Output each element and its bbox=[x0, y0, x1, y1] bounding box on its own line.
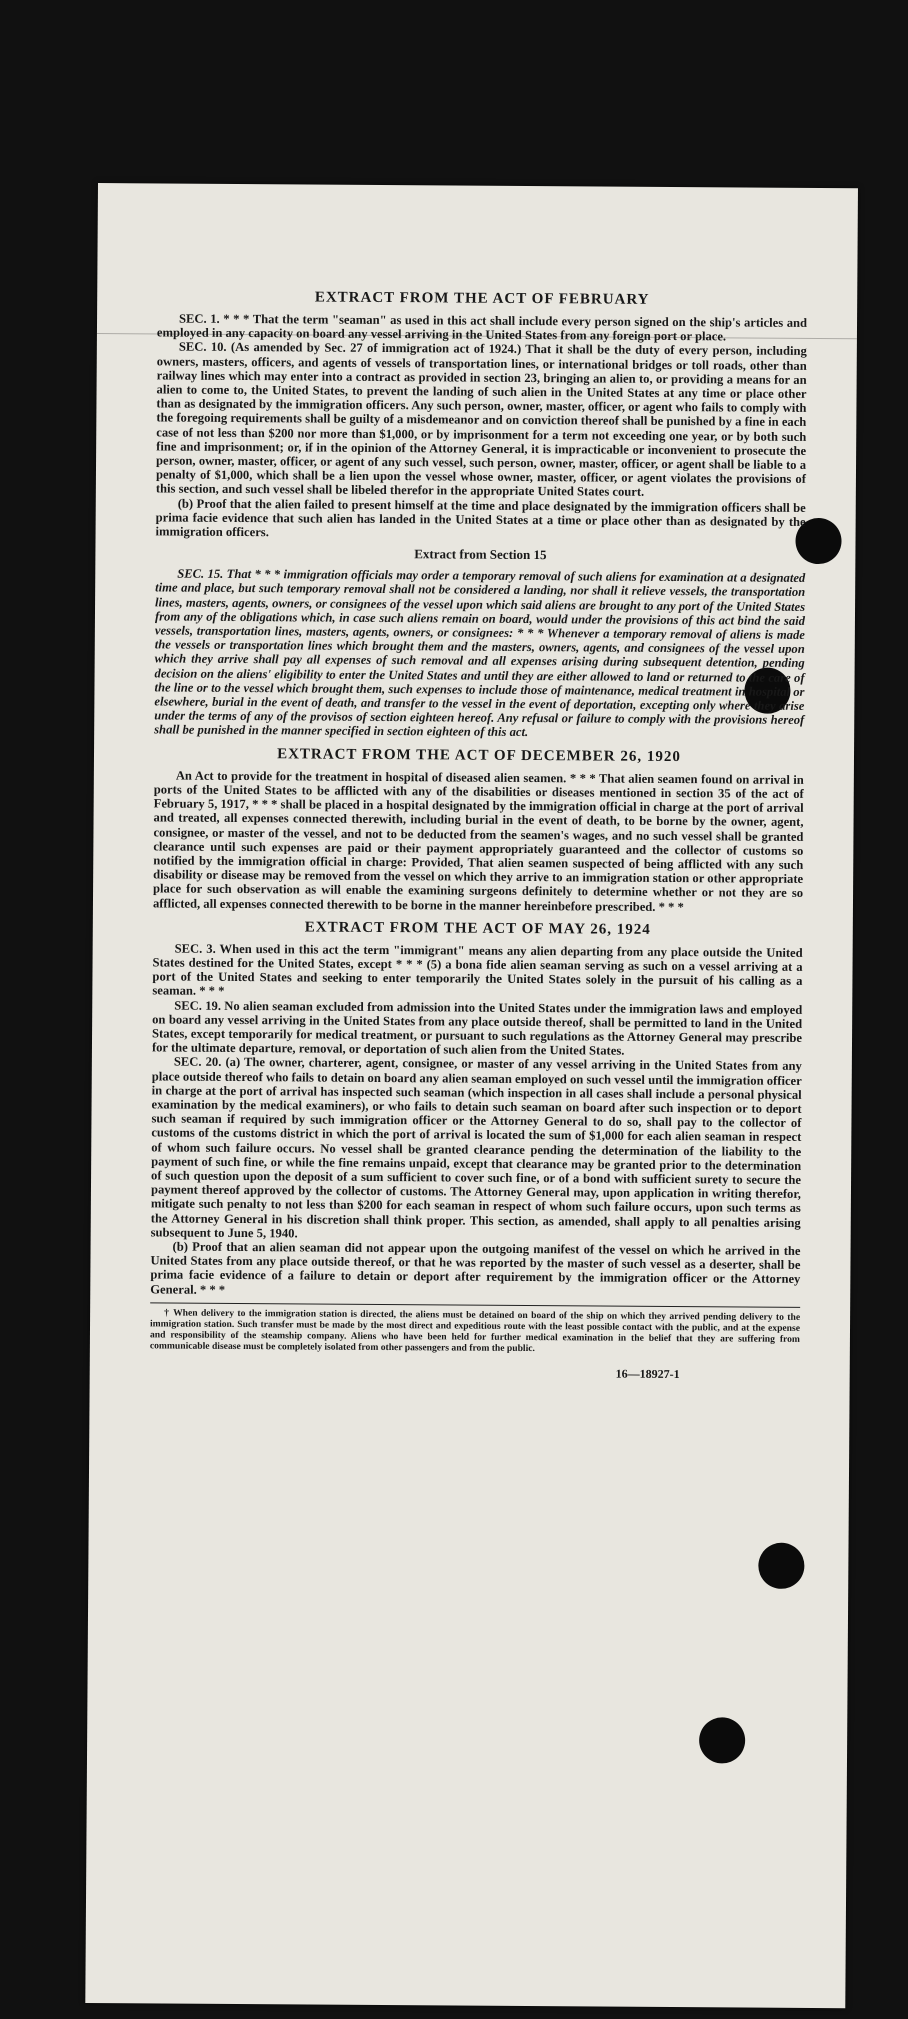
section-10: SEC. 10. (As amended by Sec. 27 of immigration act of 1924.) That it shall be the duty of every person, including owners, masters, officers, and agents of vessels of transportation lines, or international bridges or toll roads, other than railway lines which may enter into a contract as provided in section 23, bringing an alien to, or providing a means for an alien to come to, the United States, to prevent the landing of such alien in the United States at any time or place other than as designated by the immigration officers. Any such person, owner, master, officer, or agent who fails to comply with the foregoing requirements shall be guilty of a misdemeanor and on conviction thereof shall be punished by a fine in each case of not less than $200 nor more than $1,000, or by imprisonment for a term not exceeding one year, or by both such fine and imprisonment; or, if in the opinion of the Attorney General, it is impracticable or inconvenient to prosecute the person, owner, master, officer, or agent of any such vessel, such person, owner, master, officer, or agent shall be liable to a penalty of $1,000, which shall be a lien upon the vessel whose owner, master, officer, or agent violates the provisions of this section, and such vessel shall be libeled therefor in the appropriate United States court. bbox=[155, 339, 807, 500]
heading-act-december-1920: EXTRACT FROM THE ACT OF DECEMBER 26, 1920 bbox=[277, 745, 681, 765]
section-1: SEC. 1. * * * That the term "seaman" as used in this act shall include every person signed on the ship's articles and employed in any capacity on board any vessel arriving in the United States from any foreign port or place. bbox=[156, 311, 808, 344]
heading-act-may-1924: EXTRACT FROM THE ACT OF MAY 26, 1924 bbox=[304, 919, 651, 938]
document-body bbox=[150, 288, 808, 1382]
section-20-a: SEC. 20. (a) The owner, charterer, agent, consignee, or master of any vessel arriving in the United States from any place outside thereof who fails to detain on board any alien seaman employed on such vessel until the immigration officer in charge at the port of arrival has inspected such seaman (which inspection in all cases shall include a personal physical examination by the medical examiners), or who fails to detain such seaman on board after such inspection or to deport such seaman if required by such immigration officer or the Attorney General to do so, shall pay to the collector of customs of the customs district in which the port of arrival is located the sum of $1,000 for each alien seaman in respect of whom such failure occurs. No vessel shall be granted clearance pending the determination of the liability to the payment of such fine, or while the fine remains unpaid, except that clearance may be granted prior to the determination of such question upon the deposit of a sum sufficient to cover such fine, or of a bond with sufficient surety to secure the payment thereof approved by the collector of customs. The Attorney General may, upon application in writing therefor, mitigate such penalty to not less than $200 for each seaman in respect of whom such failure occurs, upon such terms as the Attorney General in his discretion shall think proper. This section, as amended, shall apply to all penalties arising subsequent to June 5, 1940. bbox=[150, 1054, 802, 1241]
heading-act-february: EXTRACT FROM THE ACT OF FEBRUARY bbox=[314, 289, 650, 308]
act-1920-text: An Act to provide for the treatment in hospital of diseased alien seamen. * * * That alien seamen found on arrival in ports of the United States to be afflicted with any of the disabilities or diseases mentioned in section 35 of the act of February 5, 1917, * * * shall be placed in a hospital designated by the immigration official in charge at the port of arrival and treated, all expenses connected therewith, including burial in the event of death, to be borne by the owner, agent, consignee, or master of the vessel, and not to be deducted from the seamen's wages, and no such vessel shall be granted clearance until such expenses are paid or their payment appropriately guaranteed and the collector of customs so notified by the immigration official in charge: Provided, That alien seamen suspected of being afflicted with any such disability or disease may be removed from the vessel on which they arrive to an immigration station or other appropriate place for such observation as will enable the examining surgeons definitely to determine whether or not they are so afflicted, all expenses connected therewith to be borne in the manner hereinbefore prescribed. * * * bbox=[152, 768, 804, 914]
section-3: SEC. 3. When used in this act the term "immigrant" means any alien departing from any place outside the United States destined for the United States, except * * * (5) a bona fide alien seaman serving as such on a vessel arriving at a port of the United States and seeking to enter temporarily the United States solely in the pursuit of his calling as a seaman. * * * bbox=[152, 941, 803, 999]
binder-hole bbox=[699, 1717, 745, 1763]
section-19: SEC. 19. No alien seaman excluded from admission into the United States under the immigration laws and employed on board any vessel arriving in the United States from any place outside thereof, shall be permitted to land in the United States, except temporarily for medical treatment, or pursuant to such regulations as the Attorney General may prescribe for the ultimate departure, removal, or deportation of such alien from the United States. bbox=[151, 998, 803, 1058]
section-15: SEC. 15. That * * * immigration officials may order a temporary removal of such aliens for examination at a designated time and place, but such temporary removal shall not be considered a landing, nor shall it relieve vessels, the transportation lines, masters, agents, owners, or consignees of the vessel upon which said aliens are brought to any port of the United States from any of the obligations which, in case such aliens remain on board, would under the provisions of this act bind the said vessels, transportation lines, masters, agents, owners, or consignees: * * * Whenever a temporary removal of aliens is made the vessels or transportation lines which brought them and the masters, owners, agents, and consignees of the vessel upon which they arrive shall pay all expenses of such removal and all expenses arising during subsequent detention, pending decision on the aliens' eligibility to enter the United States and until they are either allowed to land or returned to the care of the line or to the vessel which brought them, such expenses to include those of maintenance, medical treatment in hospital or elsewhere, burial in the event of death, and transfer to the vessel in the event of deportation, excepting only where they arise under the terms of any of the provisos of section eighteen hereof. Any refusal or failure to comply with the provisions hereof shall be punished in the manner specified in section eighteen of this act. bbox=[154, 566, 806, 740]
document-page bbox=[85, 183, 858, 2008]
section-10-b: (b) Proof that the alien failed to present himself at the time and place designated by the immigration officers shall be prima facie evidence that such alien has landed in the United States at a time or place other than as designated by the immigration officers. bbox=[155, 496, 806, 540]
footnote: † When delivery to the immigration station is directed, the aliens must be detained on board of the ship on which they arrived pending delivery to the immigration station. Such transfer must be made by the most direct and expeditious route with the least possible contact with the public, and at the expense and responsibility of the steamship company. Aliens who have been held for further medical examination in the belief that they are suffering from communicable disease must be completely isolated from other passengers and from the public. bbox=[149, 1307, 801, 1354]
binder-hole bbox=[758, 1543, 804, 1589]
form-code: 16—18927-1 bbox=[615, 1366, 680, 1381]
heading-section-15: Extract from Section 15 bbox=[414, 546, 547, 563]
section-20-b: (b) Proof that an alien seaman did not appear upon the outgoing manifest of the vessel on which he arrived in the United States from any place outside thereof, or that he was reported by the master of such vessel as a deserter, shall be prima facie evidence of a failure to detain or deport after requirement by the immigration officer or the Attorney General. * * * bbox=[150, 1239, 801, 1297]
